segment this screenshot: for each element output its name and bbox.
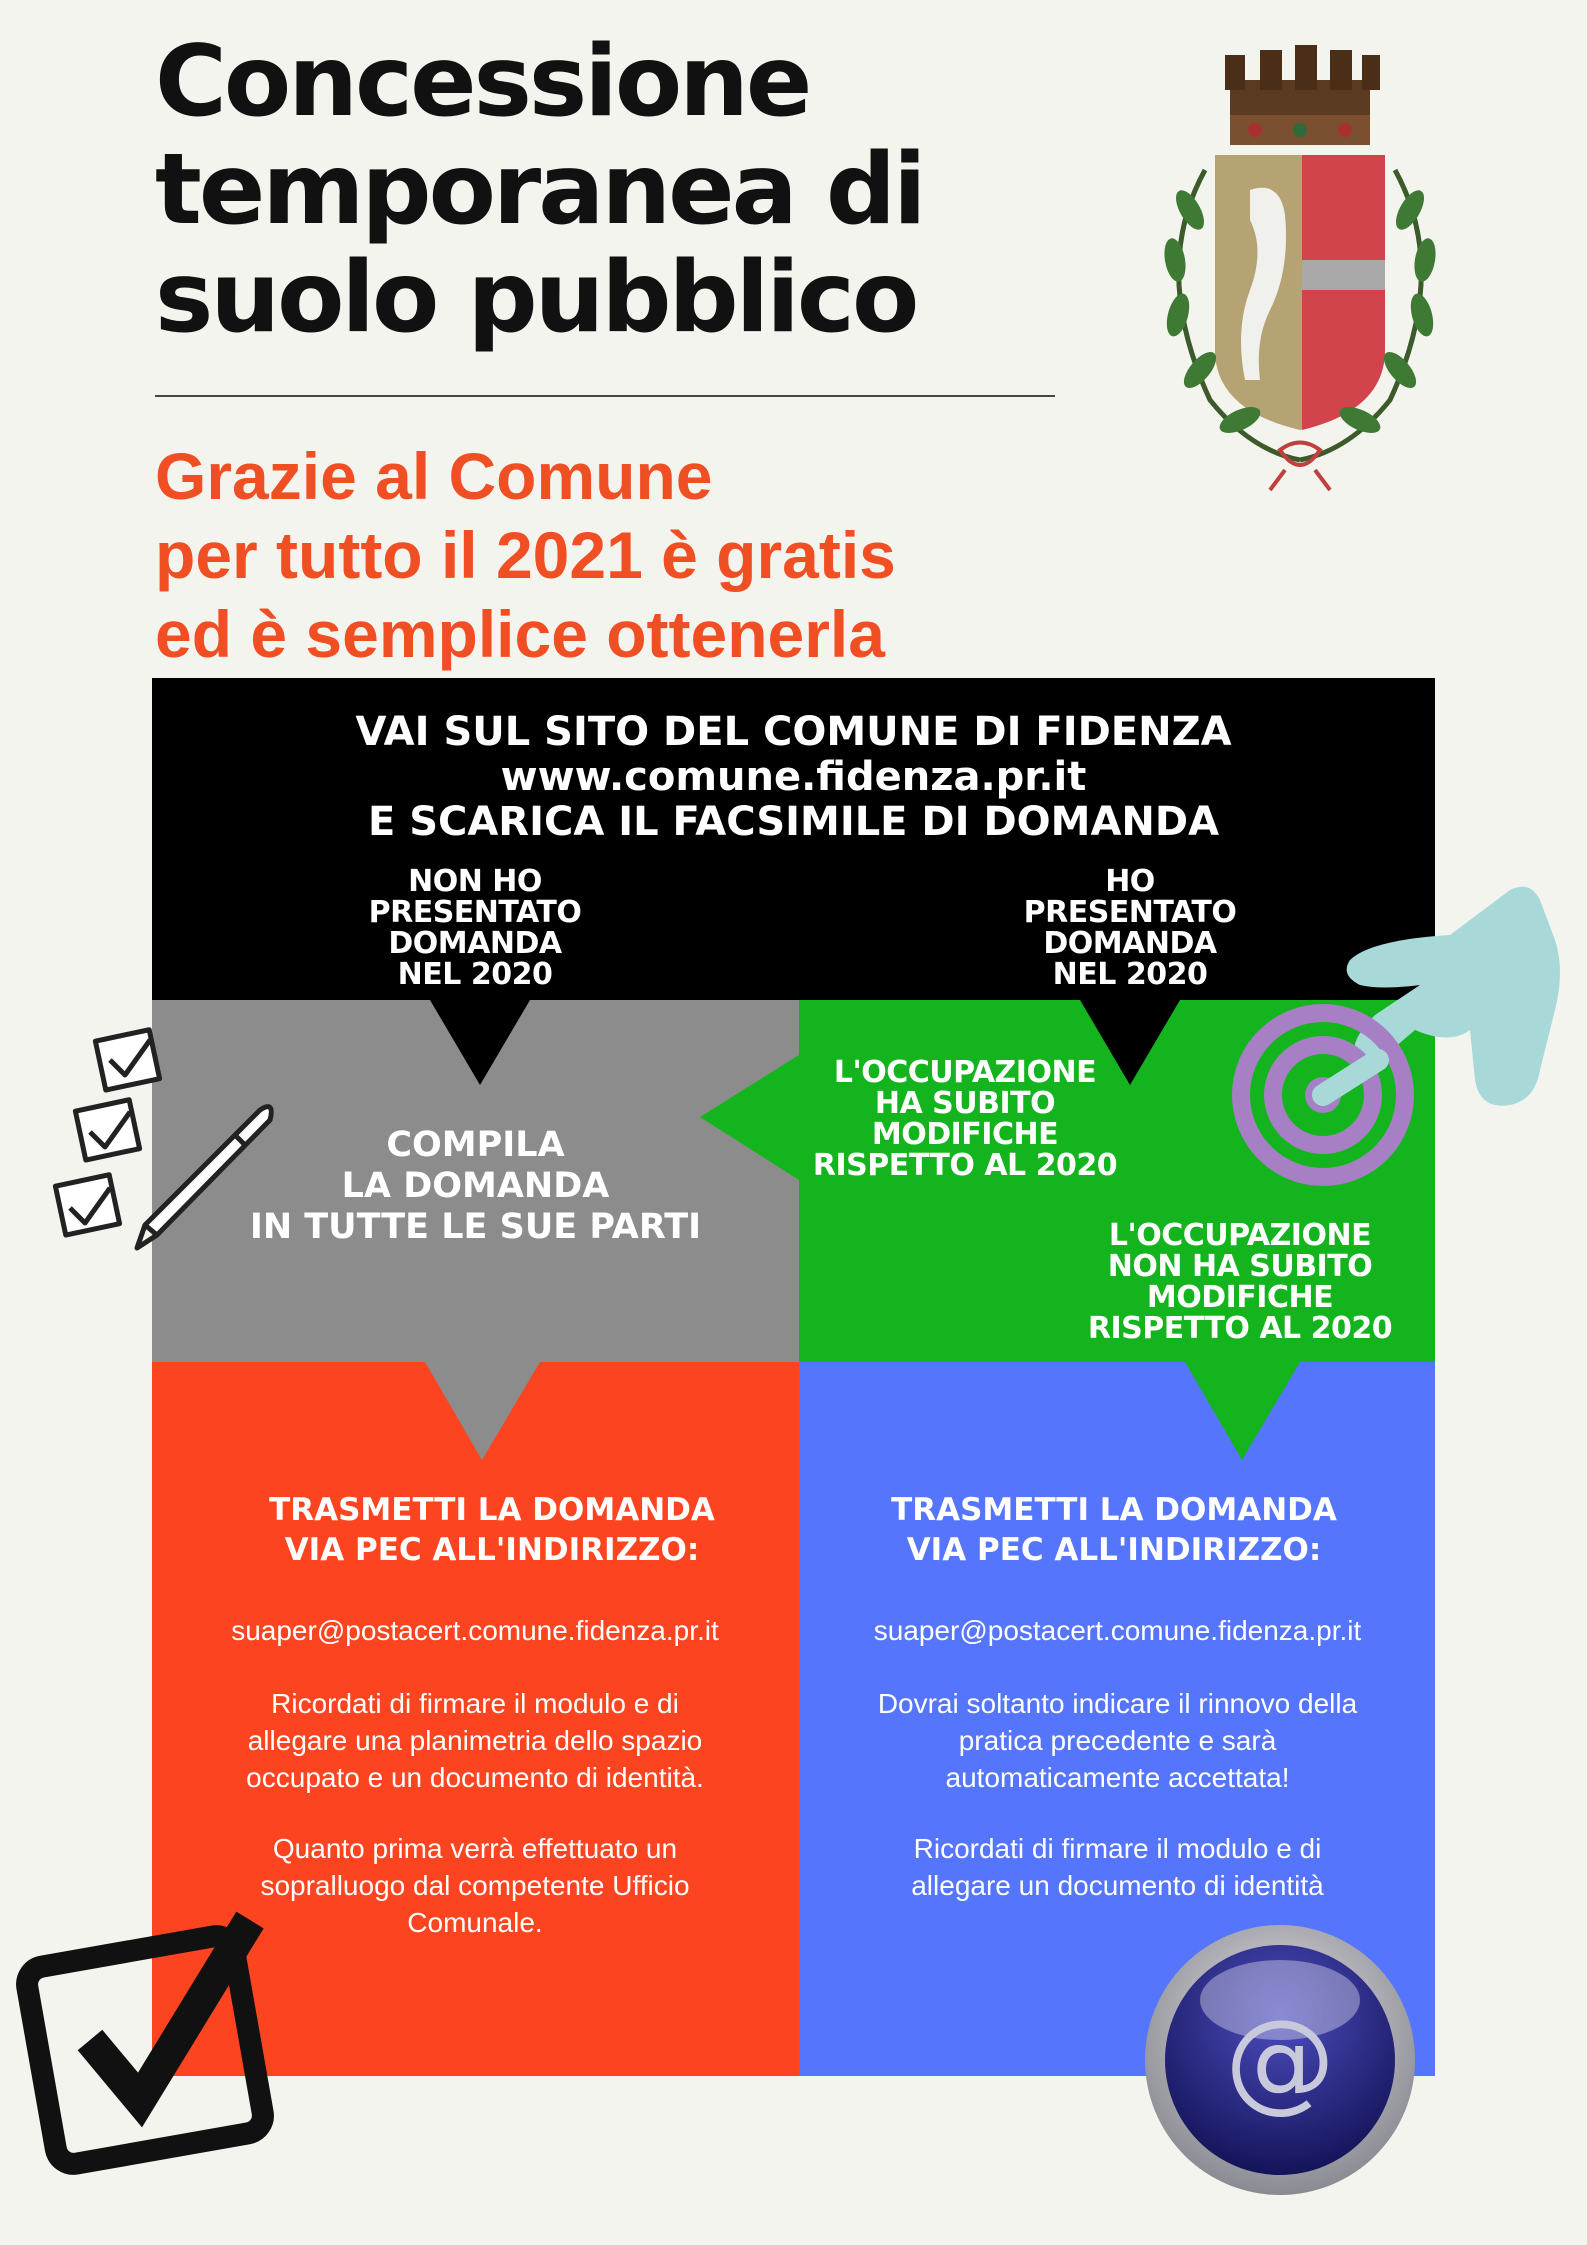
pec-note	[805, 1685, 1430, 1796]
branch-line: NEL 2020	[397, 957, 553, 992]
subtitle-line: ed è semplice ottenerla	[155, 597, 885, 671]
note-line: sopralluogo dal competente Ufficio	[260, 1870, 690, 1901]
branch-line: PRESENTATO	[1023, 895, 1237, 930]
note-line: Comunale.	[407, 1907, 543, 1938]
branch-presented	[975, 866, 1285, 990]
branch-line: NEL 2020	[1052, 957, 1208, 992]
note-line: occupato e un documento di identità.	[246, 1762, 704, 1793]
branch-modified	[780, 1057, 1150, 1181]
checklist-pen-icon	[45, 1020, 285, 1270]
note-line: Quanto prima verrà effettuato un	[272, 1833, 678, 1864]
note-line: allegare un documento di identità	[911, 1870, 1324, 1901]
pec-title-line: VIA PEC ALL'INDIRIZZO:	[284, 1532, 700, 1568]
email-at-icon	[1140, 1920, 1420, 2200]
subtitle-line: Grazie al Comune	[155, 439, 713, 513]
note-line: Dovrai soltanto indicare il rinnovo della	[877, 1688, 1358, 1719]
arrow-down-black-left	[430, 1000, 530, 1085]
branch-line: HA SUBITO	[874, 1086, 1056, 1121]
branch-line: DOMANDA	[1043, 926, 1217, 961]
instruction-text	[152, 710, 1435, 845]
subtitle-line: per tutto il 2021 è gratis	[155, 518, 896, 592]
pec-title-line: TRASMETTI LA DOMANDA	[891, 1492, 1337, 1528]
title-line: suolo pubblico	[155, 241, 917, 355]
branch-line: RISPETTO AL 2020	[1087, 1311, 1393, 1346]
note-line: Ricordati di firmare il modulo e di	[271, 1688, 679, 1719]
branch-line: HO	[1105, 864, 1155, 899]
branch-not-presented	[320, 866, 630, 990]
arrow-down-green	[1185, 1362, 1300, 1460]
compile-line: LA DOMANDA	[341, 1166, 610, 1206]
branch-not-modified	[1060, 1220, 1420, 1344]
pec-email-link[interactable]: suaper@postacert.comune.fidenza.pr.it	[873, 1615, 1362, 1646]
instruction-line: VAI SUL SITO DEL COMUNE DI FIDENZA	[355, 709, 1232, 755]
pec-note	[805, 1830, 1430, 1904]
compile-line: COMPILA	[386, 1125, 565, 1165]
note-line: allegare una planimetria dello spazio	[247, 1725, 703, 1756]
branch-line: L'OCCUPAZIONE	[833, 1055, 1097, 1090]
arrow-down-grey	[425, 1362, 540, 1460]
branch-line: RISPETTO AL 2020	[812, 1148, 1118, 1183]
title-line: temporanea di	[155, 133, 924, 247]
branch-line: L'OCCUPAZIONE	[1108, 1218, 1372, 1253]
branch-line: PRESENTATO	[368, 895, 582, 930]
checkbox-icon	[10, 1900, 310, 2190]
pec-note	[165, 1685, 785, 1796]
note-line: automaticamente accettata!	[945, 1762, 1290, 1793]
target-icon	[1228, 1000, 1418, 1190]
branch-line: NON HA SUBITO	[1107, 1249, 1373, 1284]
pec-title-line: VIA PEC ALL'INDIRIZZO:	[906, 1532, 1322, 1568]
instruction-line: E SCARICA IL FACSIMILE DI DOMANDA	[367, 799, 1220, 845]
branch-line: MODIFICHE	[871, 1117, 1059, 1152]
branch-line: NON HO	[408, 864, 542, 899]
title-line: Concessione	[155, 25, 810, 139]
pec-email-link[interactable]: suaper@postacert.comune.fidenza.pr.it	[231, 1615, 719, 1646]
pec-title-line: TRASMETTI LA DOMANDA	[269, 1492, 715, 1528]
note-line: Ricordati di firmare il modulo e di	[913, 1833, 1322, 1864]
note-line: pratica precedente e sarà	[958, 1725, 1277, 1756]
branch-line: DOMANDA	[388, 926, 562, 961]
pec-title	[152, 1490, 832, 1570]
pec-title	[799, 1490, 1429, 1570]
website-link[interactable]: www.comune.fidenza.pr.it	[500, 754, 1087, 800]
branch-line: MODIFICHE	[1146, 1280, 1334, 1315]
compile-line: IN TUTTE LE SUE PARTI	[249, 1207, 702, 1247]
email-at-glyph: @	[1225, 1996, 1335, 2124]
